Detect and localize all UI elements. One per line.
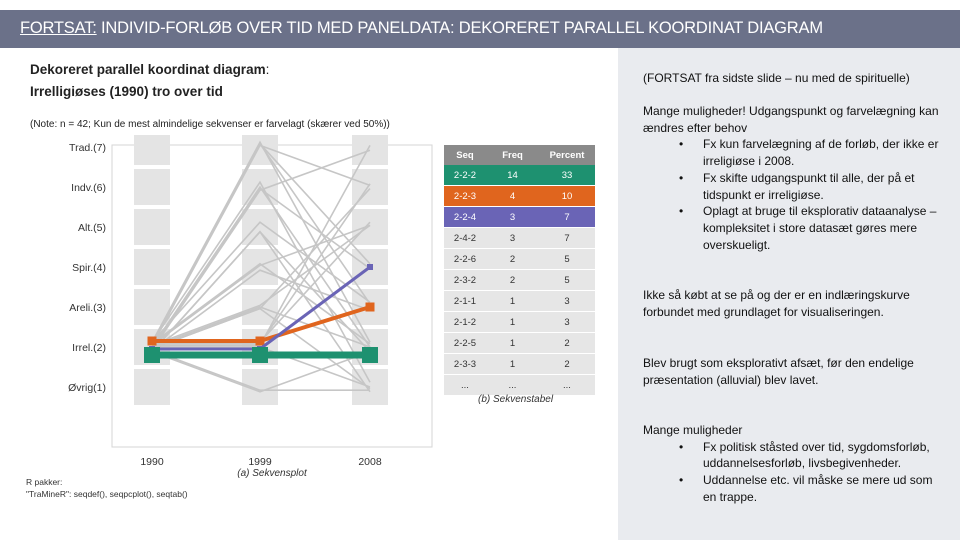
caption-b: (b) Sekvenstabel [478,394,554,405]
series-marker-2-2-3 [366,303,375,312]
table-cell-pct: 10 [539,186,595,207]
table-cell-pct: 5 [539,270,595,291]
grid-cell [134,169,170,205]
notes-p2-list [643,136,943,253]
slide-title-underlined: FORTSAT: [20,19,97,37]
table-row [444,270,595,291]
x-tick-label: 1990 [140,456,164,468]
column-header: Seq [444,145,486,165]
notes-p2-text: Mange muligheder! Udgangspunkt og farvelægning kan ændres efter behov [643,104,939,135]
grid-cell [134,135,170,165]
slide-title [20,19,823,38]
table-cell-pct: 3 [539,312,595,333]
list-item: • Uddannelse etc. vil måske se mere ud som en trappe. [643,472,943,505]
table-row [444,228,595,249]
grid-cell [352,209,388,245]
y-tick-label: Irrel.(2) [72,342,106,354]
table-row [444,186,595,207]
table-cell-seq: 2-2-3 [444,186,486,207]
table-cell-pct: 7 [539,228,595,249]
series-marker-2-2-2 [362,347,378,363]
grid-cell [352,135,388,165]
y-tick-label: Alt.(5) [77,222,106,234]
series-marker-2-2-2 [144,347,160,363]
column-header: Percent [539,145,595,165]
notes-p5-text: Mange muligheder [643,423,743,437]
series-marker-2-2-4 [367,264,373,270]
list-item: • Fx skifte udgangspunkt til alle, der på et tidspunkt er irreligiøse. [643,170,943,203]
table-cell-seq: 2-2-2 [444,165,486,186]
notes-p4: Blev brugt som eksplorativt afsæt, før den endelige præsentation (alluvial) blev lavet. [643,356,914,387]
column-header: Freq [486,145,539,165]
notes-p2 [643,103,943,253]
y-tick-label: Trad.(7) [69,142,106,154]
y-tick-label: Spir.(4) [72,262,106,274]
table-cell-seq: 2-1-1 [444,291,486,312]
table-cell-freq: 1 [486,291,539,312]
grid-cell [352,169,388,205]
series-marker-2-2-3 [148,337,157,346]
table-cell-pct: 5 [539,249,595,270]
figure-title-bold: Dekoreret parallel koordinat diagram [30,62,266,77]
figure-title-suffix: : [265,62,270,77]
y-tick-label: Øvrig(1) [68,382,106,394]
table-row [444,312,595,333]
series-marker-2-2-3 [256,337,265,346]
table-cell-seq: 2-1-2 [444,312,486,333]
list-item: • Fx kun farvelægning af de forløb, der ikke er irreligiøse i 2008. [643,136,943,169]
table-cell-seq: 2-3-3 [444,354,486,375]
r-packages [26,476,188,500]
r-packages-line2: "TraMineR": seqdef(), seqpcplot(), seqtab() [26,489,188,499]
y-tick-label: Areli.(3) [69,302,106,314]
figure-note: (Note: n = 42; Kun de mest almindelige sekvenser er farvelagt (skærer ved 50%)) [30,119,390,130]
grid-cell [134,249,170,285]
slide-title-bar [0,10,960,48]
grid-cell [134,369,170,405]
r-packages-line1: R pakker: [26,477,63,487]
table-row [444,291,595,312]
grid-cell [242,209,278,245]
table-row [444,375,595,396]
x-tick-label: 1999 [248,456,272,468]
table-cell-seq: 2-3-2 [444,270,486,291]
table-row [444,354,595,375]
caption-a: (a) Sekvensplot [237,468,307,479]
notes-p1: (FORTSAT fra sidste slide – nu med de spirituelle) [643,71,910,85]
table-cell-pct: 33 [539,165,595,186]
table-row [444,207,595,228]
table-cell-pct: 2 [539,333,595,354]
y-tick-label: Indv.(6) [71,182,106,194]
x-tick-label: 2008 [358,456,382,468]
table-cell-freq: ... [486,375,539,396]
table-cell-seq: 2-4-2 [444,228,486,249]
list-item: • Oplagt at bruge til eksplorativ dataanalyse – kompleksitet i store datasæt gøres mere overskueligt. [643,203,943,253]
table-cell-freq: 14 [486,165,539,186]
grid-cell [134,209,170,245]
notes-p3: Ikke så købt at se på og der er en indlæringskurve forbundet med grundlaget for visualiseringen. [643,288,910,319]
table-cell-seq: 2-2-5 [444,333,486,354]
notes-p5 [643,422,943,506]
table-row [444,249,595,270]
table-cell-freq: 1 [486,333,539,354]
table-cell-freq: 2 [486,249,539,270]
slide-title-rest: INDIVID-FORLØB OVER TID MED PANELDATA: DEKORERET PARALLEL KOORDINAT DIAGRAM [96,19,823,37]
table-cell-seq: 2-2-6 [444,249,486,270]
table-cell-pct: 3 [539,291,595,312]
table-cell-freq: 3 [486,228,539,249]
table-cell-freq: 3 [486,207,539,228]
figure-title-line2: Irrelligiøses (1990) tro over tid [30,84,223,99]
table-header-row [444,145,595,165]
table-cell-pct: ... [539,375,595,396]
figure-title-line1 [30,62,269,77]
notes-p5-list [643,439,943,506]
sequence-table [444,145,595,396]
list-item: • Fx politisk ståsted over tid, sygdomsforløb, uddannelsesforløb, livsbegivenheder. [643,439,943,472]
table-row [444,165,595,186]
table-cell-pct: 7 [539,207,595,228]
table-cell-freq: 2 [486,270,539,291]
table-cell-seq: 2-2-4 [444,207,486,228]
table-cell-freq: 1 [486,312,539,333]
table-cell-seq: ... [444,375,486,396]
table-cell-pct: 2 [539,354,595,375]
table-row [444,333,595,354]
table-cell-freq: 1 [486,354,539,375]
table-cell-freq: 4 [486,186,539,207]
parallel-coordinate-plot [20,135,460,495]
series-marker-2-2-2 [252,347,268,363]
